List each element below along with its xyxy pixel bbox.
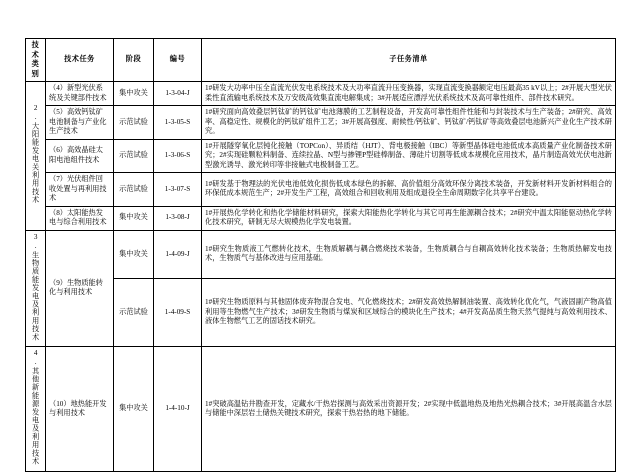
subtask-cell: 1#开展热化学转化和热化学储能材料研究，探索大阳能热化学转化与其它可再生能源耦合技术；2#研究中温太阳能驱动热化学转化技术研究，研制无尽大规模热化学发电装置。	[202, 206, 616, 230]
stage-cell: 集中攻关	[114, 347, 154, 472]
subtask-cell: 1#研究生物质原料与其他固体废弃物混合发电、气化燃烧技术；2#研发高效热解制油装置、高效转化优化气，气液固副产物高值利用等生物燃气生产技术；3#研发生物质与煤炭和区域综合的模块化生产技术；4#开发高品质生物天然气提纯与高效利用技术、液体生物燃气工艺的固话技术研究。	[202, 279, 616, 347]
task-cell: （7）光伏组件回收处置与再利用技术	[46, 173, 114, 207]
table-row	[26, 206, 616, 230]
subtask-cell: 1#研发大功率中压全直流光伏发电系统技术及大功率直流升压变换器，实现直流变换器额定电压最高35 kV以上；2#开展大型光伏柔性直流输电系统技术及万安级高效集直流电解集成；3#开展适应漂浮光伏系统技术及高可靠性组件、部件技术研究。	[202, 82, 616, 106]
table-row	[26, 106, 616, 140]
category-cell-solar	[26, 82, 46, 231]
task-cell: （5）高效钙钛矿电池制备与产业化生产技术	[46, 106, 114, 140]
code-cell: 1-3-04-J	[154, 82, 202, 106]
task-cell: （10）地热能开发与利用技术	[46, 347, 114, 472]
table-header	[26, 39, 616, 82]
table-row	[26, 230, 616, 279]
task-cell: （6）高效晶硅太阳电池组件技术	[46, 139, 114, 173]
stage-cell: 集中攻关	[114, 206, 154, 230]
category-label: 4.其他新能源发电及利用技术	[31, 349, 40, 466]
column-header-category: 技术类别	[26, 39, 46, 82]
code-cell: 1-4-09-S	[154, 279, 202, 347]
category-label: 3.生物质能发电及利用技术	[31, 232, 40, 341]
table-header-row	[26, 39, 616, 82]
category-label: 2.大阳能发电关利用技术	[31, 104, 40, 204]
code-cell: 1-3-07-S	[154, 173, 202, 207]
task-cell: （4）新型光伏系统及关键部件技术	[46, 82, 114, 106]
task-cell: （8）太阳能热发电与综合利用技术	[46, 206, 114, 230]
code-cell: 1-3-06-S	[154, 139, 202, 173]
subtask-cell: 1#研究面向高效叠层钙钛矿的钙钛矿电池薄膜的工艺制程设备，开发高可靠性组件性能和与封装技术与生产装备；2#研究、高效率、高稳定性、规模化的钙钛矿组件工艺；3#开展高强度、耐候性/钙钛矿、钙钛矿/钙钛矿等高效叠层电池新兴产业化生产技术研究。	[202, 106, 616, 140]
column-header-task: 技术任务	[46, 39, 114, 82]
code-cell: 1-3-05-S	[154, 106, 202, 140]
subtask-cell: 1#研究生物质液工气燃转化技术，生物质解耦与耦合燃烧技术装备，生物质耦合与自耦高效转化技术装备；生物质热解发电技术，生物质气与基体改进与应用基础。	[202, 230, 616, 279]
table-body	[26, 82, 616, 472]
subtask-cell: 1#突破高温钻井勘查开发，定藏水/干热岩探测与高效采出资源开发；2#实现中低温地热及地热光热耦合技术；3#开展高温含水层与储能中深层岩土储热关键技术研究，探索干热岩热的地下储能。	[202, 347, 616, 472]
stage-cell: 示范试验	[114, 139, 154, 173]
subtask-cell: 1#开展隧穿氧化层钝化接触（TOPCon）、异质结（HJT）、背电极接触（IBC）等新型晶体硅电池低成本高质量产业化制备技术研究；2#实现硅颗粒料制备、连续拉晶、N型与掺锂P型硅棒制备、薄硅片切割等低成本规模化应用技术，晶片制造高效光伏电池新型激光诱导、激光转印等非接触式电极制备工艺。	[202, 139, 616, 173]
stage-cell: 示范试验	[114, 279, 154, 347]
category-cell-other	[26, 347, 46, 472]
table-row	[26, 279, 616, 347]
table-row	[26, 173, 616, 207]
column-header-stage: 阶段	[114, 39, 154, 82]
technology-task-table	[25, 38, 616, 472]
stage-cell: 集中攻关	[114, 82, 154, 106]
code-cell: 1-3-08-J	[154, 206, 202, 230]
code-cell: 1-4-09-J	[154, 230, 202, 279]
column-header-code: 编号	[154, 39, 202, 82]
stage-cell: 示范试验	[114, 106, 154, 140]
column-header-subtasks: 子任务清单	[202, 39, 616, 82]
subtask-cell: 1#研发基于物理法的光伏电池低效化损伤低成本绿色的拆解、高价值组分高效环保分离技术装备，开发新材料开发新材料组合的环保低成本规范生产；2#开发生产工程，高效组合和回收利用及组成退役全生命周期数字化共享平台建设。	[202, 173, 616, 207]
code-cell: 1-4-10-J	[154, 347, 202, 472]
task-cell: （9）生物质能转化与利用技术	[46, 230, 114, 347]
table-row	[26, 139, 616, 173]
category-cell-biomass	[26, 230, 46, 347]
stage-cell: 集中攻关	[114, 230, 154, 279]
table-row	[26, 347, 616, 472]
table-row	[26, 82, 616, 106]
stage-cell: 示范试验	[114, 173, 154, 207]
